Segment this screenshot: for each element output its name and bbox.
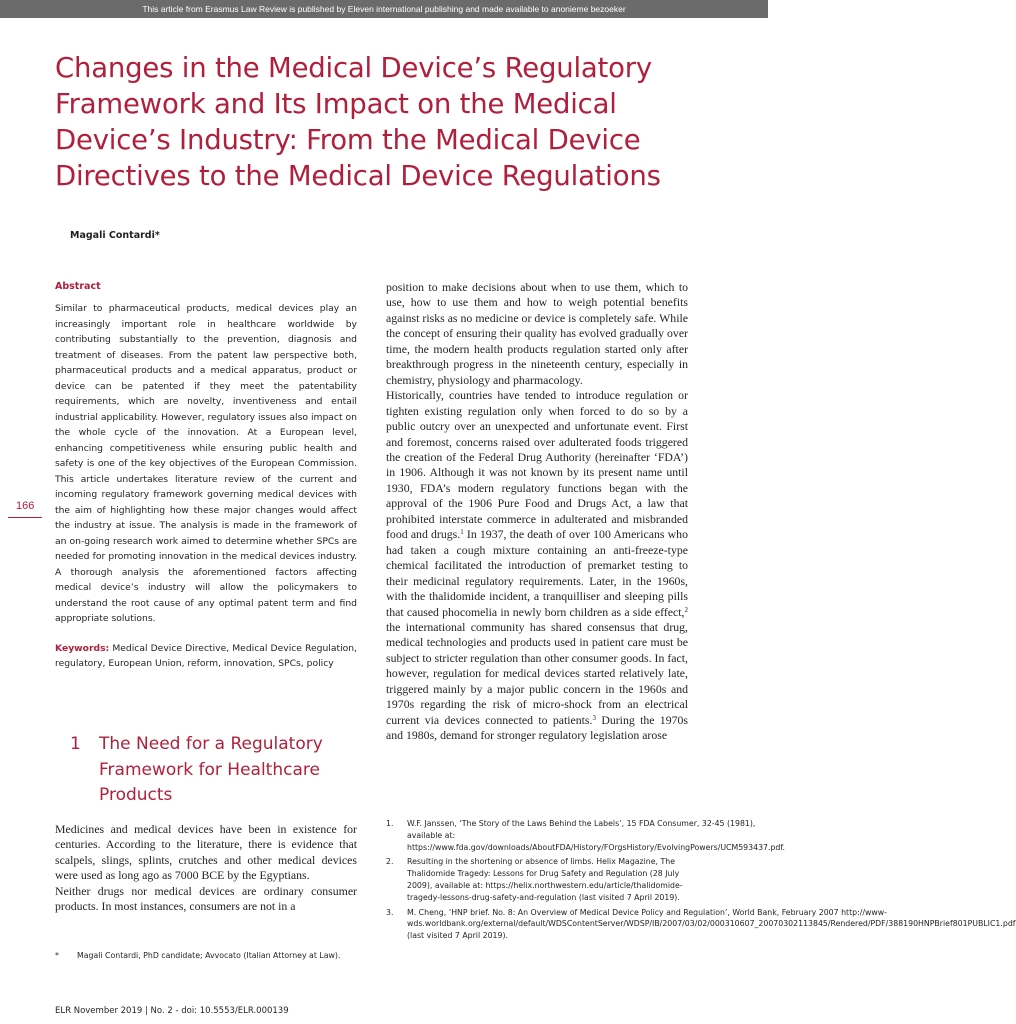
section-number: 1	[70, 734, 81, 754]
footnote-ref[interactable]: 2	[684, 605, 688, 614]
footnote-mark: *	[55, 951, 59, 960]
text-run: Historically, countries have tended to introduce regulation or tighten existing regulation only when forced to do so by a public outcry over an unexpected and unfortunate event. First and foremost, concerns raised over adulterated foods triggered the creation of the Federal Drug Authority (hereinafter ‘FDA’) in 1906. Although it was not known by its present name until 1930, FDA’s modern regulatory functions began with the approval of the 1906 Pure Food and Drugs Act, a law that prohibited interstate commerce in adulterated and misbranded food and drugs.	[386, 388, 688, 542]
footnote-number: 3.	[386, 907, 394, 917]
body-text-left	[55, 822, 357, 914]
top-banner: This article from Erasmus Law Review is published by Eleven international publishing and made available to anonieme bezoeker	[0, 0, 768, 18]
author-name: Magali Contardi*	[70, 230, 160, 241]
footnote-text: Resulting in the shortening or absence of limbs. Helix Magazine, The Thalidomide Tragedy: Lessons for Drug Safety and Regulation (28 July 2009), available at: https://helix.northwestern.edu/article/thalidomide-tragedy-lessons-drug-safety-and-regulation (last visited 7 April 2019).	[407, 857, 683, 902]
abstract-text: Similar to pharmaceutical products, medical devices play an increasingly important role in healthcare worldwide by contributing substantially to the prevention, diagnosis and treatment of diseases. From the patent law perspective both, pharmaceutical products and a medical apparatus, product or device can be patented if they meet the patentability requirements, which are novelty, inventiveness and entail industrial applicability. However, regulatory issues also impact on the whole cycle of the innovation. At a European level, enhancing competitiveness while ensuring public health and safety is one of the key objectives of the European Commission. This article undertakes literature review of the current and incoming regulatory framework governing medical devices with the aim of highlighting how these major changes would affect the industry at issue. The analysis is made in the framework of an on-going research work aimed to determine whether SPCs are needed for promoting innovation in the medical devices industry. A thorough analysis the aforementioned factors affecting medical device’s industry will allow the policymakers to understand the root cause of any optimal patent term and find appropriate solutions.	[55, 303, 357, 624]
footnote-text: M. Cheng, ‘HNP brief. No. 8: An Overview of Medical Device Policy and Regulation’, World Bank, February 2007 http://www-wds.worldbank.org/external/default/WDSContentServer/WDSP/IB/2007/03/02/000310607_20070302113845/Rendered/PDF/388190HNPBrief801PUBLIC1.pdf (last visited 7 April 2019).	[407, 907, 1016, 941]
page-number-rule	[8, 517, 42, 518]
footnotes-list	[386, 818, 1016, 945]
article-title: Changes in the Medical Device’s Regulatory Framework and Its Impact on the Medical Device’s Industry: From the Medical Device Directives to the Medical Device Regulations	[55, 52, 661, 192]
abstract-block	[55, 281, 357, 672]
footnote-ref[interactable]: 3	[592, 713, 596, 722]
paragraph: position to make decisions about when to use them, which to use, how to use them and how to weigh potential benefits against risks as no medicine or device is completely safe. While the concept of ensuring their quality has evolved gradually over time, the modern health products regulation started only after breakthrough progress in the nineteenth century, especially in chemistry, physiology and pharmacology.	[386, 280, 688, 387]
page-number: 166	[16, 500, 35, 512]
footnote-item	[386, 856, 688, 903]
paragraph: Neither drugs nor medical devices are ordinary consumer products. In most instances, consumers are not in a	[55, 883, 357, 914]
footnote-number: 2.	[386, 857, 394, 867]
abstract-heading: Abstract	[55, 281, 101, 292]
footnote-text: Magali Contardi, PhD candidate; Avvocato (Italian Attorney at Law).	[77, 951, 341, 960]
keywords-label: Keywords:	[55, 642, 110, 654]
text-run: In 1937, the death of over 100 Americans who had taken a cough mixture containing an anti-freeze-type chemical facilitated the introduction of premarket testing to their medicinal regulatory requirements. Later, in the 1960s, with the thalidomide incident, a tranquilliser and sleeping pills that caused phocomelia in newly born children as a side effect,	[386, 527, 688, 619]
text-run: the international community has shared consensus that drug, medical technologies and products used in patient care must be subject to stricter regulation than other consumer goods. In fact, however, regulation for medical devices started relatively late, triggered mainly by a major public concern in the 1960s and 1970s regarding the risk of micro-shock from an electrical current via devices connected to patients.	[386, 619, 688, 727]
section-heading	[70, 732, 350, 809]
paragraph: Medicines and medical devices have been in existence for centuries. According to the literature, there is evidence that scalpels, slings, splints, crutches and other medical devices were used as long ago as 7000 BCE by the Egyptians.	[55, 822, 357, 883]
footnote-ref[interactable]: 1	[460, 528, 464, 537]
keywords	[55, 641, 357, 672]
footnote-item	[386, 907, 1016, 942]
section-title: The Need for a Regulatory Framework for Healthcare Products	[99, 734, 323, 805]
footnote-text: W.F. Janssen, ‘The Story of the Laws Behind the Labels’, 15 FDA Consumer, 32-45 (1981), available at: https://www.fda.gov/downloads/AboutFDA/History/FOrgsHistory/EvolvingPowers/UCM593437.pdf.	[407, 819, 786, 852]
paragraph	[386, 388, 688, 743]
author-footnote	[55, 950, 357, 961]
page-footer: ELR November 2019 | No. 2 - doi: 10.5553/ELR.000139	[55, 1006, 289, 1016]
text-run: During the 1970s and 1980s, demand for stronger regulatory legislation arose	[386, 712, 688, 743]
keywords-list: Medical Device Directive, Medical Device Regulation, regulatory, European Union, reform, innovation, SPCs, policy	[55, 642, 358, 669]
body-text-right	[386, 280, 688, 744]
footnote-item	[386, 818, 786, 853]
footnote-number: 1.	[386, 819, 394, 828]
